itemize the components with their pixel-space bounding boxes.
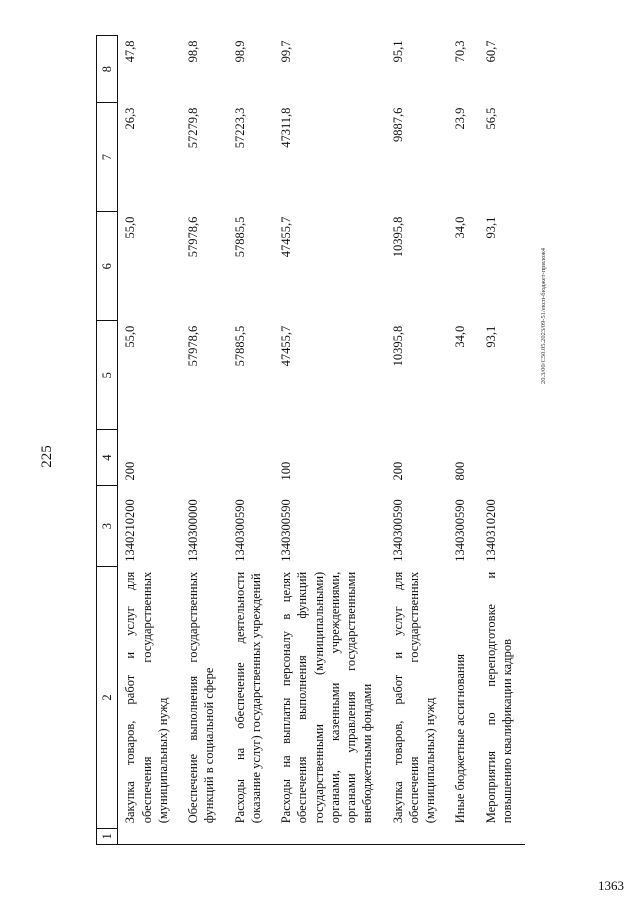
- row-code: 1340310200: [483, 499, 498, 562]
- table-row: [228, 36, 275, 845]
- header-row: [97, 36, 118, 845]
- row-code: 1340300590: [390, 499, 405, 562]
- budget-table: [96, 35, 525, 845]
- row-value-7: 26,3: [123, 107, 138, 130]
- row-code: 1340300590: [232, 499, 247, 562]
- row-value-8: 98,8: [186, 40, 200, 63]
- row-value-5: 57885,5: [232, 325, 247, 367]
- row-value-8: 98,9: [232, 40, 247, 63]
- row-marker: [118, 828, 181, 844]
- header-col-6: 6: [97, 212, 118, 321]
- row-value-7: 57279,8: [186, 107, 200, 149]
- row-value-7: 47311,8: [279, 107, 293, 148]
- row-marker: [479, 828, 526, 844]
- row-type: 800: [453, 461, 468, 481]
- row-code: 1340300590: [453, 499, 468, 562]
- row-value-7: 57223,3: [232, 107, 247, 149]
- row-name: Иные бюджетные ассигнования: [453, 653, 468, 824]
- row-value-5: 10395,8: [390, 325, 405, 367]
- row-value-7: 23,9: [453, 107, 468, 130]
- row-code: 1340300000: [186, 499, 200, 562]
- table-row: [118, 36, 181, 845]
- document-code: 20.3/00/C50.05.2023/09-51/експ-бюджет-прилож4: [540, 248, 547, 384]
- row-name: Обеспечение выполнения государственных функций в социальной сфере: [186, 571, 217, 824]
- row-value-5: 47455,7: [279, 325, 293, 367]
- row-value-8: 99,7: [279, 40, 293, 63]
- table-row: [479, 36, 526, 845]
- row-value-6: 55,0: [123, 216, 138, 239]
- footer-page-number: 1363: [598, 878, 624, 893]
- row-value-8: 60,7: [483, 40, 498, 63]
- row-marker: [386, 828, 449, 844]
- row-marker: [274, 828, 386, 844]
- row-value-6: 57978,6: [186, 216, 200, 258]
- budget-table-container: [96, 35, 525, 845]
- row-value-5: 55,0: [123, 325, 138, 348]
- table-row: [448, 36, 478, 845]
- row-name: Закупка товаров, работ и услуг для обеспечения государственных (муниципальных) нужд: [390, 571, 437, 824]
- header-col-4: 4: [97, 430, 118, 486]
- table-row: [181, 36, 228, 845]
- row-name: Расходы на обеспечение деятельности (оказание услуг) государственных учреждений: [232, 571, 263, 824]
- row-value-7: 9887,6: [390, 107, 405, 142]
- row-value-5: 34,0: [453, 325, 468, 348]
- row-name: Расходы на выплаты персоналу в целях обеспечения выполнения функций государственными (муниципальными) органами, казенными учреждениями, органами управления государственными внебюджетными фондами: [279, 571, 375, 824]
- row-value-6: 57885,5: [232, 216, 247, 258]
- row-type: [228, 430, 275, 486]
- page-number: 225: [38, 445, 55, 468]
- header-col-7: 7: [97, 103, 118, 212]
- row-marker: [228, 828, 275, 844]
- row-type: 200: [123, 461, 138, 481]
- row-value-8: 70,3: [453, 40, 468, 63]
- row-value-6: 47455,7: [279, 216, 293, 258]
- row-type: [479, 430, 526, 486]
- header-col-8: 8: [97, 36, 118, 103]
- row-marker: [448, 828, 478, 844]
- row-value-6: 34,0: [453, 216, 468, 239]
- header-col-3: 3: [97, 486, 118, 567]
- row-type: 200: [390, 461, 405, 481]
- table-row: [274, 36, 386, 845]
- row-value-8: 47,8: [123, 40, 138, 63]
- row-value-7: 56,5: [483, 107, 498, 130]
- row-name: Мероприятия по переподготовке и повышению квалификации кадров: [483, 571, 514, 824]
- row-value-6: 10395,8: [390, 216, 405, 258]
- row-value-5: 93,1: [483, 325, 498, 348]
- row-code: 1340300590: [279, 499, 293, 562]
- row-value-8: 95,1: [390, 40, 405, 63]
- header-col-5: 5: [97, 321, 118, 430]
- row-type: [181, 430, 228, 486]
- row-code: 1340210200: [123, 499, 138, 562]
- table-row: [386, 36, 449, 845]
- row-marker: [181, 828, 228, 844]
- row-value-5: 57978,6: [186, 325, 200, 367]
- row-value-6: 93,1: [483, 216, 498, 239]
- row-name: Закупка товаров, работ и услуг для обеспечения государственных (муниципальных) нужд: [123, 571, 170, 824]
- header-col-1: 1: [97, 828, 118, 844]
- row-type: 100: [279, 461, 293, 481]
- header-col-2: 2: [97, 567, 118, 829]
